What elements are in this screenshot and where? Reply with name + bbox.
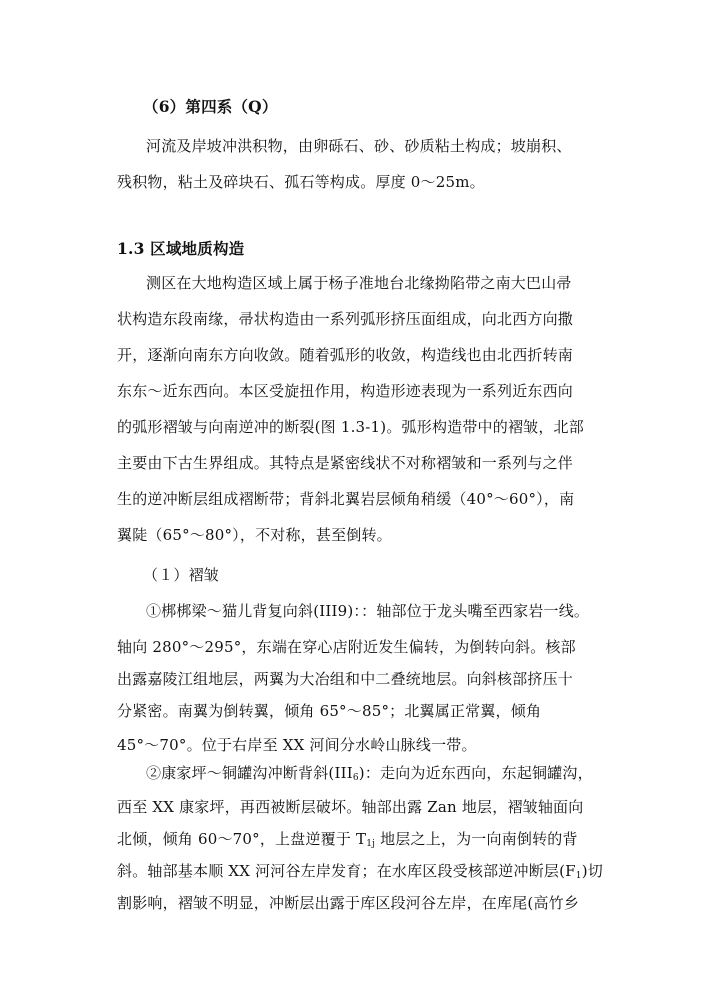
paragraph-line: 状构造东段南缘，帚状构造由一系列弧形挤压面组成，向北西方向撒: [117, 310, 574, 328]
fold2-line4-text-end: )切: [581, 862, 603, 880]
fold2-line4-subscript: 1: [575, 871, 582, 881]
paragraph-line: 的弧形褶皱与向南逆冲的断裂(图 1.3-1)。弧形构造带中的褶皱，北部: [117, 418, 584, 436]
fold2-line4-text: 斜。轴部基本顺 XX 河河谷左岸发育；在水库区段受核部逆冲断层(F: [117, 862, 576, 880]
paragraph-line: 割影响，褶皱不明显，冲断层出露于库区段河谷左岸，在库尾(高竹乡: [117, 894, 580, 912]
paragraph-line: 分紧密。南翼为倒转翼，倾角 65°～85°；北翼属正常翼，倾角: [117, 702, 542, 720]
fold2-line1-text-end: )：走向为近东西向，东起铜罐沟，: [358, 764, 593, 782]
paragraph-line: ①梆梆梁～猫儿背复向斜(III9)：：轴部位于龙头嘴至西家岩一线。: [146, 602, 590, 620]
paragraph-line: [117, 861, 603, 881]
paragraph-line: 生的逆冲断层组成褶断带；背斜北翼岩层倾角稍缓（40°～60°），南: [117, 490, 575, 508]
paragraph-line: 东东～近东西向。本区受旋扭作用，构造形迹表现为一系列近东西向: [117, 382, 574, 400]
fold2-line1-subscript: 6: [352, 773, 359, 783]
fold2-line3-subscript: 1j: [366, 839, 376, 849]
paragraph-line: 残积物，粘土及碎块石、孤石等构成。厚度 0～25m。: [117, 173, 485, 191]
section-13-heading: 1.3 区域地质构造: [117, 239, 245, 258]
fold2-line1-text: ②康家坪～铜罐沟冲断背斜(III: [146, 764, 353, 782]
paragraph-line: 开，逐渐向南东方向收敛。随着弧形的收敛，构造线也由北西折转南: [117, 346, 574, 364]
paragraph-line: [146, 763, 593, 783]
paragraph-line: 西至 XX 康家坪，再西被断层破坏。轴部出露 Zan 地层，褶皱轴面向: [117, 798, 584, 816]
paragraph-line: 翼陡（65°～80°），不对称，甚至倒转。: [117, 526, 392, 544]
paragraph-line: 测区在大地构造区域上属于杨子准地台北缘拗陷带之南大巴山帚: [146, 274, 572, 292]
section-q-heading: （6）第四系（Q）: [143, 97, 278, 116]
paragraph-line: 出露嘉陵江组地层，两翼为大冶组和中二叠统地层。向斜核部挤压十: [117, 670, 574, 688]
paragraph-line: [117, 829, 578, 849]
fold-heading: （１）褶皱: [143, 566, 220, 584]
paragraph-line: 45°～70°。位于右岸至 XX 河间分水岭山脉线一带。: [117, 736, 477, 754]
paragraph-line: 河流及岸坡冲洪积物，由卵砾石、砂、砂质粘土构成；坡崩积、: [146, 137, 572, 155]
paragraph-line: 轴向 280°～295°，东端在穿心店附近发生偏转，为倒转向斜。核部: [117, 638, 576, 656]
fold2-line3-text: 北倾，倾角 60～70°，上盘逆覆于 T: [117, 830, 367, 848]
paragraph-line: 主要由下古生界组成。其特点是紧密线状不对称褶皱和一系列与之伴: [117, 454, 574, 472]
fold2-line3-text-end: 地层之上，为一向南倒转的背: [375, 830, 578, 848]
